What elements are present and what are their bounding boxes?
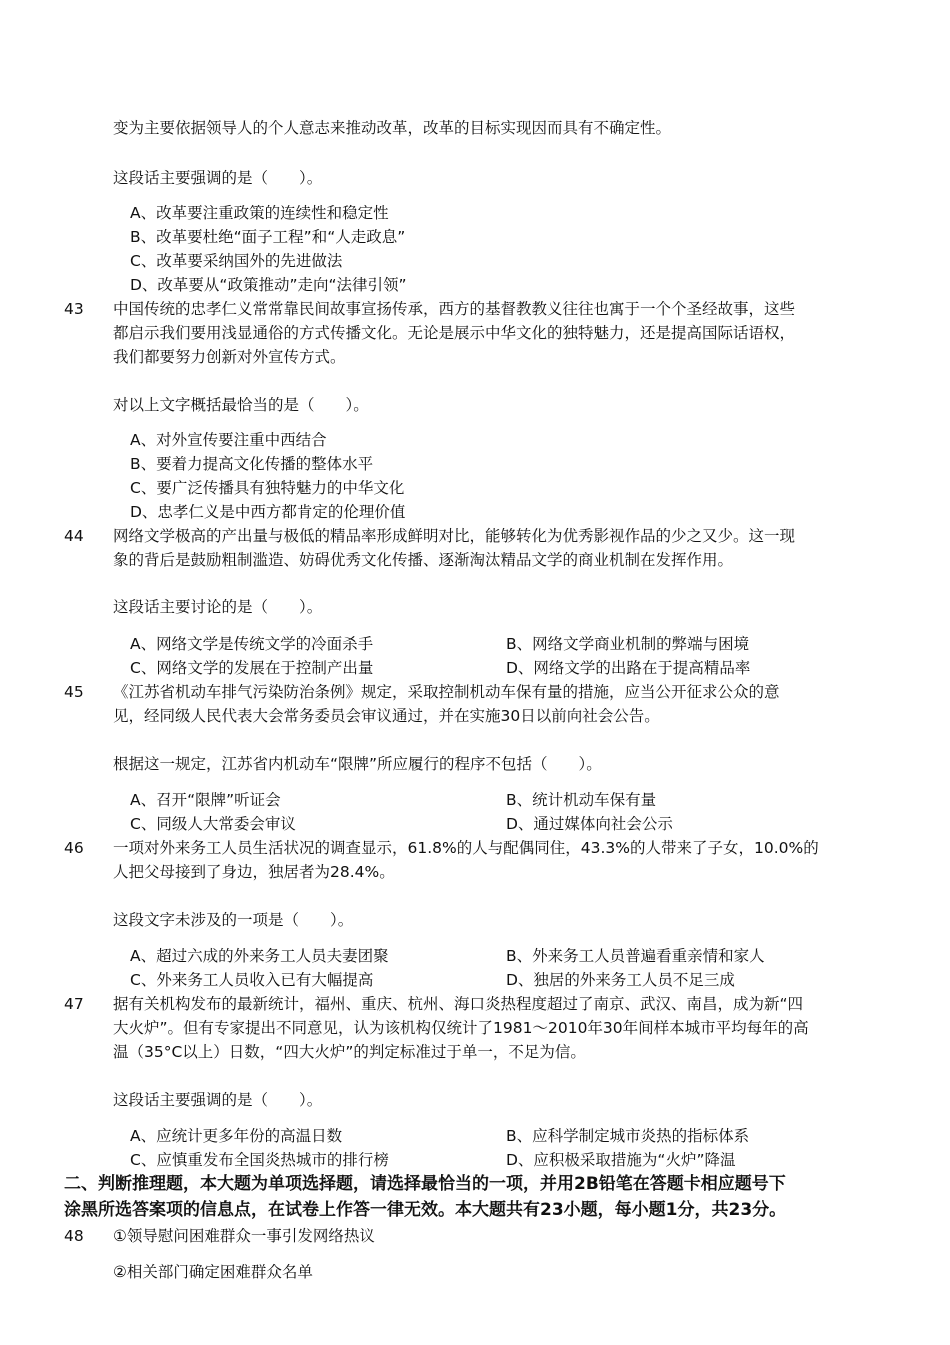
question-prompt: 这段话主要讨论的是（ ）。 <box>113 598 323 616</box>
option-c: C、同级人大常委会审议 <box>130 815 296 833</box>
question-number: 46 <box>64 839 84 857</box>
question-prompt: 根据这一规定，江苏省内机动车“限牌”所应履行的程序不包括（ ）。 <box>113 755 602 773</box>
list-item: ①领导慰问困难群众一事引发网络热议 <box>113 1227 375 1245</box>
question-prompt: 这段文字未涉及的一项是（ ）。 <box>113 911 354 929</box>
paragraph-line: 据有关机构发布的最新统计，福州、重庆、杭州、海口炎热程度超过了南京、武汉、南昌，成为新“四 <box>113 995 804 1013</box>
option-a: A、超过六成的外来务工人员夫妻团聚 <box>130 947 389 965</box>
option-d: D、改革要从“政策推动”走向“法律引领” <box>130 276 407 294</box>
paragraph-line: 都启示我们要用浅显通俗的方式传播文化。无论是展示中华文化的独特魅力，还是提高国际话语权， <box>113 324 796 342</box>
paragraph-line: 人把父母接到了身边，独居者为28.4%。 <box>113 863 395 881</box>
question-number: 44 <box>64 527 84 545</box>
section-heading: 二、判断推理题，本大题为单项选择题，请选择最恰当的一项，并用2B铅笔在答题卡相应题号下 <box>64 1174 786 1194</box>
option-b: B、改革要杜绝“面子工程”和“人走政息” <box>130 228 406 246</box>
paragraph-line: 温（35°C以上）日数，“四大火炉”的判定标准过于单一，不足为信。 <box>113 1043 586 1061</box>
option-a: A、召开“限牌”听证会 <box>130 791 281 809</box>
option-b: B、外来务工人员普遍看重亲情和家人 <box>506 947 765 965</box>
option-d: D、网络文学的出路在于提高精品率 <box>506 659 751 677</box>
question-prompt: 对以上文字概括最恰当的是（ ）。 <box>113 396 369 414</box>
option-a: A、应统计更多年份的高温日数 <box>130 1127 343 1145</box>
paragraph-line: 一项对外来务工人员生活状况的调查显示，61.8%的人与配偶同住，43.3%的人带来了子女，10.0%的 <box>113 839 819 857</box>
paragraph-line: 《江苏省机动车排气污染防治条例》规定，采取控制机动车保有量的措施，应当公开征求公众的意 <box>113 683 780 701</box>
paragraph-line: 见，经同级人民代表大会常务委员会审议通过，并在实施30日以前向社会公告。 <box>113 707 660 725</box>
paragraph-line: 大火炉”。但有专家提出不同意见，认为该机构仅统计了1981～2010年30年间样本城市平均每年的高 <box>113 1019 809 1037</box>
list-item: ②相关部门确定困难群众名单 <box>113 1263 313 1281</box>
question-number: 48 <box>64 1227 84 1245</box>
option-c: C、网络文学的发展在于控制产出量 <box>130 659 374 677</box>
paragraph-line: 象的背后是鼓励粗制滥造、妨碍优秀文化传播、逐渐淘汰精品文学的商业机制在发挥作用。 <box>113 551 734 569</box>
option-d: D、应积极采取措施为“火炉”降温 <box>506 1151 736 1169</box>
question-prompt: 这段话主要强调的是（ ）。 <box>113 1091 323 1109</box>
paragraph-line: 网络文学极高的产出量与极低的精品率形成鲜明对比，能够转化为优秀影视作品的少之又少。这一现 <box>113 527 796 545</box>
option-d: D、通过媒体向社会公示 <box>506 815 673 833</box>
question-number: 47 <box>64 995 84 1013</box>
paragraph-line: 我们都要努力创新对外宣传方式。 <box>113 348 346 366</box>
option-a: A、对外宣传要注重中西结合 <box>130 431 327 449</box>
option-d: D、忠孝仁义是中西方都肯定的伦理价值 <box>130 503 406 521</box>
paragraph-line: 中国传统的忠孝仁义常常靠民间故事宣扬传承，西方的基督教教义往往也寓于一个个圣经故事，这些 <box>113 300 796 318</box>
option-d: D、独居的外来务工人员不足三成 <box>506 971 735 989</box>
option-b: B、统计机动车保有量 <box>506 791 657 809</box>
option-b: B、网络文学商业机制的弊端与困境 <box>506 635 750 653</box>
option-c: C、外来务工人员收入已有大幅提高 <box>130 971 374 989</box>
option-b: B、应科学制定城市炎热的指标体系 <box>506 1127 750 1145</box>
question-prompt: 这段话主要强调的是（ ）。 <box>113 169 323 187</box>
section-heading: 涂黑所选答案项的信息点，在试卷上作答一律无效。本大题共有23小题，每小题1分，共23分。 <box>64 1200 787 1220</box>
paragraph-line: 变为主要依据领导人的个人意志来推动改革，改革的目标实现因而具有不确定性。 <box>113 119 672 137</box>
option-a: A、改革要注重政策的连续性和稳定性 <box>130 204 389 222</box>
question-number: 43 <box>64 300 84 318</box>
question-number: 45 <box>64 683 84 701</box>
option-c: C、应慎重发布全国炎热城市的排行榜 <box>130 1151 389 1169</box>
option-b: B、要着力提高文化传播的整体水平 <box>130 455 374 473</box>
option-c: C、改革要采纳国外的先进做法 <box>130 252 343 270</box>
option-a: A、网络文学是传统文学的冷面杀手 <box>130 635 374 653</box>
option-c: C、要广泛传播具有独特魅力的中华文化 <box>130 479 405 497</box>
